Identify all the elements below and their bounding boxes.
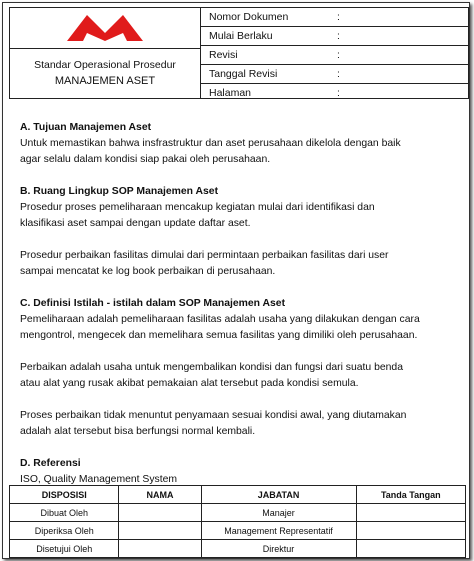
- document-meta: [201, 8, 468, 98]
- table-cell: [356, 504, 465, 522]
- table-cell: Dibuat Oleh: [10, 504, 119, 522]
- meta-colon: :: [337, 11, 340, 23]
- paragraph-line: mengontrol, mengecek dan memelihara semua fasilitas yang dimiliki oleh perusahaan.: [20, 330, 418, 341]
- meta-colon: :: [337, 49, 340, 61]
- column-header: DISPOSISI: [10, 486, 119, 504]
- table-cell: [356, 540, 465, 558]
- paragraph-line: Prosedur perbaikan fasilitas dimulai dari permintaan perbaikan fasilitas dari user: [20, 250, 389, 261]
- document-page: [2, 2, 470, 559]
- table-row: [10, 522, 466, 540]
- column-header: JABATAN: [201, 486, 356, 504]
- meta-row-tanggal-revisi: [201, 65, 468, 84]
- table-cell: [119, 540, 201, 558]
- paragraph-line: Proses perbaikan tidak menuntut penyamaan sesuai kondisi awal, yang diutamakan: [20, 410, 407, 421]
- paragraph-line: ISO, Quality Management System: [20, 474, 178, 485]
- table-cell: [356, 522, 465, 540]
- meta-colon: :: [337, 30, 340, 42]
- table-header-row: [10, 486, 466, 504]
- paragraph-line: Perbaikan adalah usaha untuk mengembalikan kondisi dan fungsi dari suatu benda: [20, 362, 403, 373]
- table-row: [10, 504, 466, 522]
- paragraph-line: Prosedur proses pemeliharaan mencakup kegiatan mulai dari identifikasi dan: [20, 202, 375, 213]
- section-heading-referensi: D. Referensi: [20, 458, 81, 469]
- meta-colon: :: [337, 68, 340, 80]
- signature-table: [9, 485, 466, 558]
- document-body: [20, 120, 465, 488]
- section-heading-tujuan: A. Tujuan Manajemen Aset: [20, 122, 152, 133]
- section-heading-ruang-lingkup: B. Ruang Lingkup SOP Manajemen Aset: [20, 186, 219, 197]
- meta-label: Halaman: [209, 87, 252, 99]
- paragraph-line: Pemeliharaan adalah pemeliharaan fasilitas adalah usaha yang dilakukan dengan cara: [20, 314, 420, 325]
- column-header: NAMA: [119, 486, 201, 504]
- document-type: Standar Operasional Prosedur: [34, 59, 176, 71]
- meta-row-revisi: [201, 46, 468, 65]
- table-cell: Management Representatif: [201, 522, 356, 540]
- meta-row-nomor-dokumen: [201, 8, 468, 27]
- table-row: [10, 540, 466, 558]
- document-header: [9, 7, 469, 99]
- meta-label: Revisi: [209, 49, 238, 61]
- logo-cell: [10, 8, 201, 49]
- meta-row-mulai-berlaku: [201, 27, 468, 46]
- paragraph-line: Untuk memastikan bahwa insfrastruktur dan aset perusahaan dikelola dengan baik: [20, 138, 401, 149]
- meta-label: Mulai Berlaku: [209, 30, 273, 42]
- table-cell: [119, 504, 201, 522]
- document-title-cell: [10, 49, 201, 98]
- meta-row-halaman: [201, 84, 468, 102]
- section-heading-definisi: C. Definisi Istilah - istilah dalam SOP Manajemen Aset: [20, 298, 286, 309]
- paragraph-line: atau alat yang rusak akibat pemakaian alat tersebut pada kondisi semula.: [20, 378, 359, 389]
- meta-label: Tanggal Revisi: [209, 68, 278, 80]
- paragraph-line: agar selalu dalam kondisi siap pakai oleh perusahaan.: [20, 154, 271, 165]
- paragraph-line: adalah alat tersebut bisa berfungsi normal kembali.: [20, 426, 256, 437]
- company-logo-icon: [65, 13, 145, 43]
- paragraph-line: klasifikasi aset sampai dengan update daftar aset.: [20, 218, 251, 229]
- paragraph-line: sampai mencatat ke log book perbaikan di perusahaan.: [20, 266, 276, 277]
- table-cell: Disetujui Oleh: [10, 540, 119, 558]
- table-cell: [119, 522, 201, 540]
- table-cell: Diperiksa Oleh: [10, 522, 119, 540]
- column-header: Tanda Tangan: [356, 486, 465, 504]
- meta-label: Nomor Dokumen: [209, 11, 289, 23]
- document-title: MANAJEMEN ASET: [54, 75, 156, 87]
- table-cell: Manajer: [201, 504, 356, 522]
- table-cell: Direktur: [201, 540, 356, 558]
- meta-colon: :: [337, 87, 340, 99]
